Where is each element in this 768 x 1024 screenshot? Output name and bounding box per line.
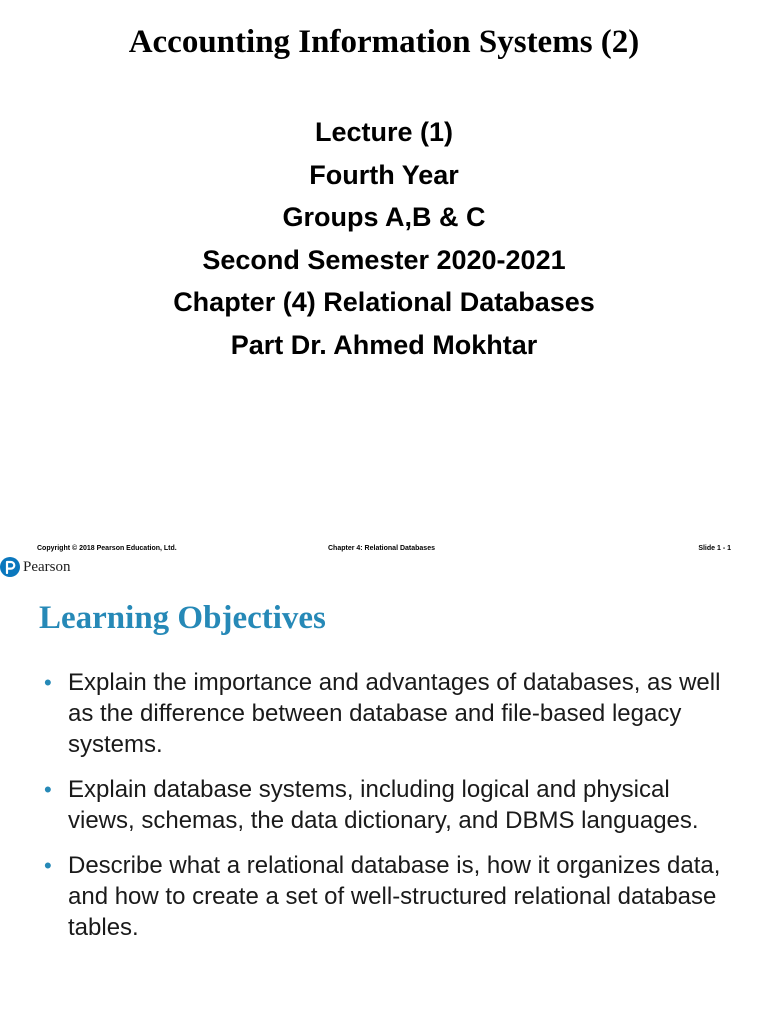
- list-item-text: Explain the importance and advantages of databases, as well as the difference between database and file-based legacy systems.: [68, 669, 721, 758]
- lecture-details: [0, 111, 768, 367]
- groups-line: Groups A,B & C: [282, 202, 486, 233]
- presenter-line: Part Dr. Ahmed Mokhtar: [230, 329, 538, 360]
- slide-number: Slide 1 - 1: [698, 545, 731, 552]
- bullet-icon: •: [44, 777, 52, 802]
- objectives-slide: [0, 582, 768, 1024]
- list-item: [44, 667, 734, 760]
- year-line: Fourth Year: [309, 159, 459, 190]
- footer-chapter: Chapter 4: Relational Databases: [328, 545, 435, 552]
- list-item: [44, 850, 734, 943]
- pearson-logo-icon: [0, 557, 20, 577]
- bullet-icon: •: [44, 853, 52, 878]
- chapter-line: Chapter (4) Relational Databases: [173, 287, 595, 318]
- pearson-logo: [0, 555, 71, 579]
- list-item-text: Explain database systems, including logical and physical views, schemas, the data dictionary, and DBMS languages.: [68, 776, 699, 834]
- lecture-line: Lecture (1): [314, 117, 454, 147]
- pearson-wordmark: Pearson: [23, 558, 71, 575]
- list-item: [44, 774, 734, 836]
- objectives-title: Learning Objectives: [39, 600, 326, 636]
- slide-footer: [0, 543, 768, 555]
- copyright-text: Copyright © 2018 Pearson Education, Ltd.: [37, 545, 177, 552]
- semester-line: Second Semester 2020-2021: [202, 244, 566, 275]
- bullet-icon: •: [44, 670, 52, 695]
- list-item-text: Describe what a relational database is, how it organizes data, and how to create a set of well-structured relational database tables.: [68, 852, 721, 941]
- course-title: Accounting Information Systems (2): [128, 24, 640, 60]
- objectives-list: [44, 667, 734, 957]
